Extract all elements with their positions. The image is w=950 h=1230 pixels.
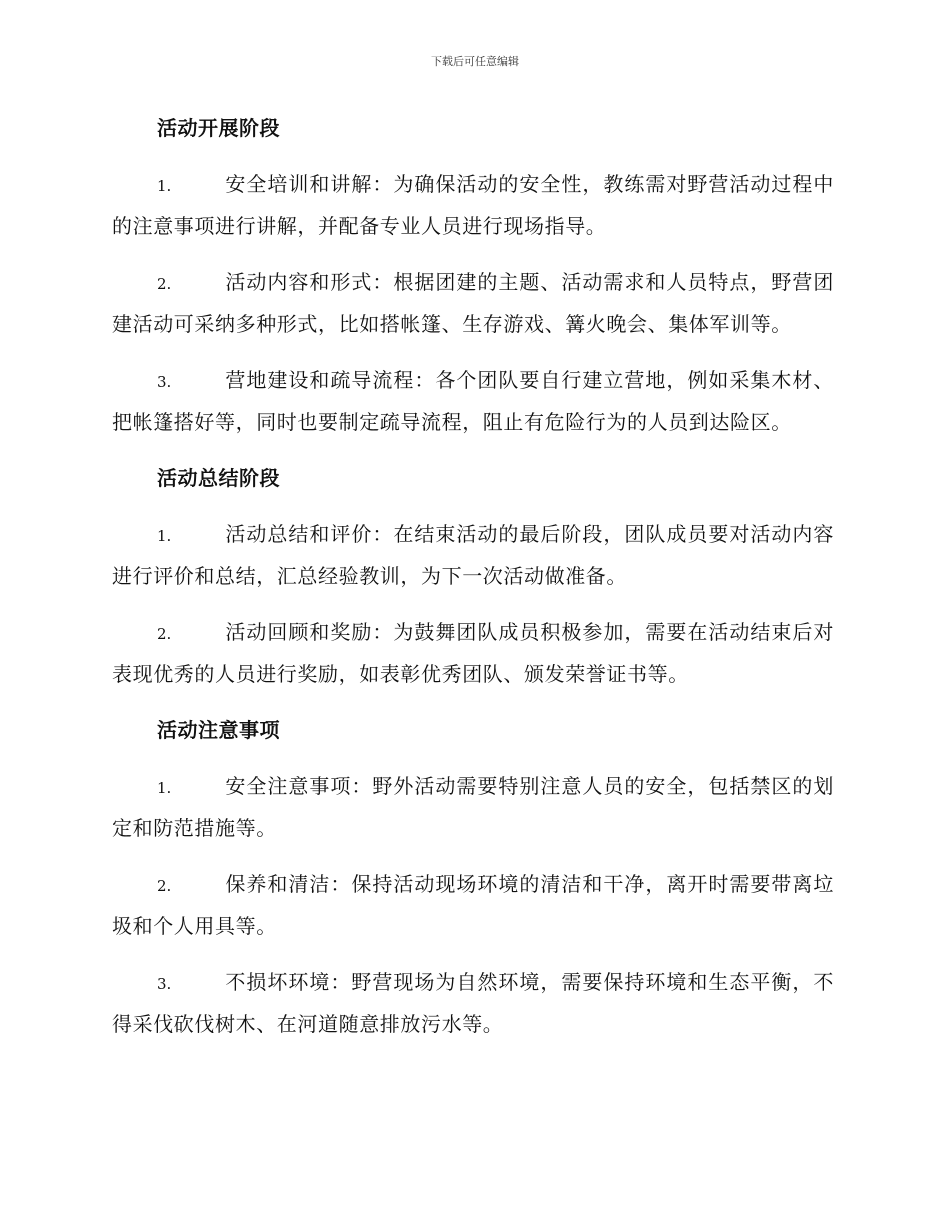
- item-number: 2.: [157, 877, 172, 895]
- item-text: 活动总结和评价：在结束活动的最后阶段，团队成员要对活动内容进行评价和总结，汇总经验教训，为下一次活动做准备。: [112, 522, 834, 588]
- list-item: [112, 360, 834, 442]
- item-number: 2.: [157, 275, 172, 293]
- item-text: 保养和清洁：保持活动现场环境的清洁和干净，离开时需要带离垃圾和个人用具等。: [112, 872, 834, 938]
- list-item: [112, 262, 834, 344]
- item-number: 2.: [157, 625, 172, 643]
- list-item: [112, 766, 834, 848]
- item-text: 不损坏环境：野营现场为自然环境，需要保持环境和生态平衡，不得采伐砍伐树木、在河道随意排放污水等。: [112, 970, 834, 1036]
- page-header: 下载后可任意编辑: [431, 55, 519, 68]
- item-text: 安全培训和讲解：为确保活动的安全性，教练需对野营活动过程中的注意事项进行讲解，并配备专业人员进行现场指导。: [112, 172, 834, 238]
- item-text: 营地建设和疏导流程：各个团队要自行建立营地，例如采集木材、把帐篷搭好等，同时也要制定疏导流程，阻止有危险行为的人员到达险区。: [112, 368, 834, 434]
- list-item: [112, 164, 834, 246]
- list-item: [112, 962, 834, 1044]
- item-text: 活动内容和形式：根据团建的主题、活动需求和人员特点，野营团建活动可采纳多种形式，比如搭帐篷、生存游戏、篝火晚会、集体军训等。: [112, 270, 834, 336]
- list-item: [112, 864, 834, 946]
- list-item: [112, 612, 834, 694]
- item-text: 安全注意事项：野外活动需要特别注意人员的安全，包括禁区的划定和防范措施等。: [112, 774, 834, 840]
- section-heading: 活动开展阶段: [157, 116, 280, 140]
- section-heading: 活动注意事项: [157, 718, 280, 742]
- item-number: 1.: [157, 779, 172, 797]
- item-text: 活动回顾和奖励：为鼓舞团队成员积极参加，需要在活动结束后对表现优秀的人员进行奖励，如表彰优秀团队、颁发荣誉证书等。: [112, 620, 834, 686]
- list-item: [112, 514, 834, 596]
- item-number: 1.: [157, 177, 172, 195]
- section-heading: 活动总结阶段: [157, 466, 280, 490]
- item-number: 3.: [157, 373, 172, 391]
- item-number: 3.: [157, 975, 172, 993]
- document-body: [112, 108, 834, 1060]
- item-number: 1.: [157, 527, 172, 545]
